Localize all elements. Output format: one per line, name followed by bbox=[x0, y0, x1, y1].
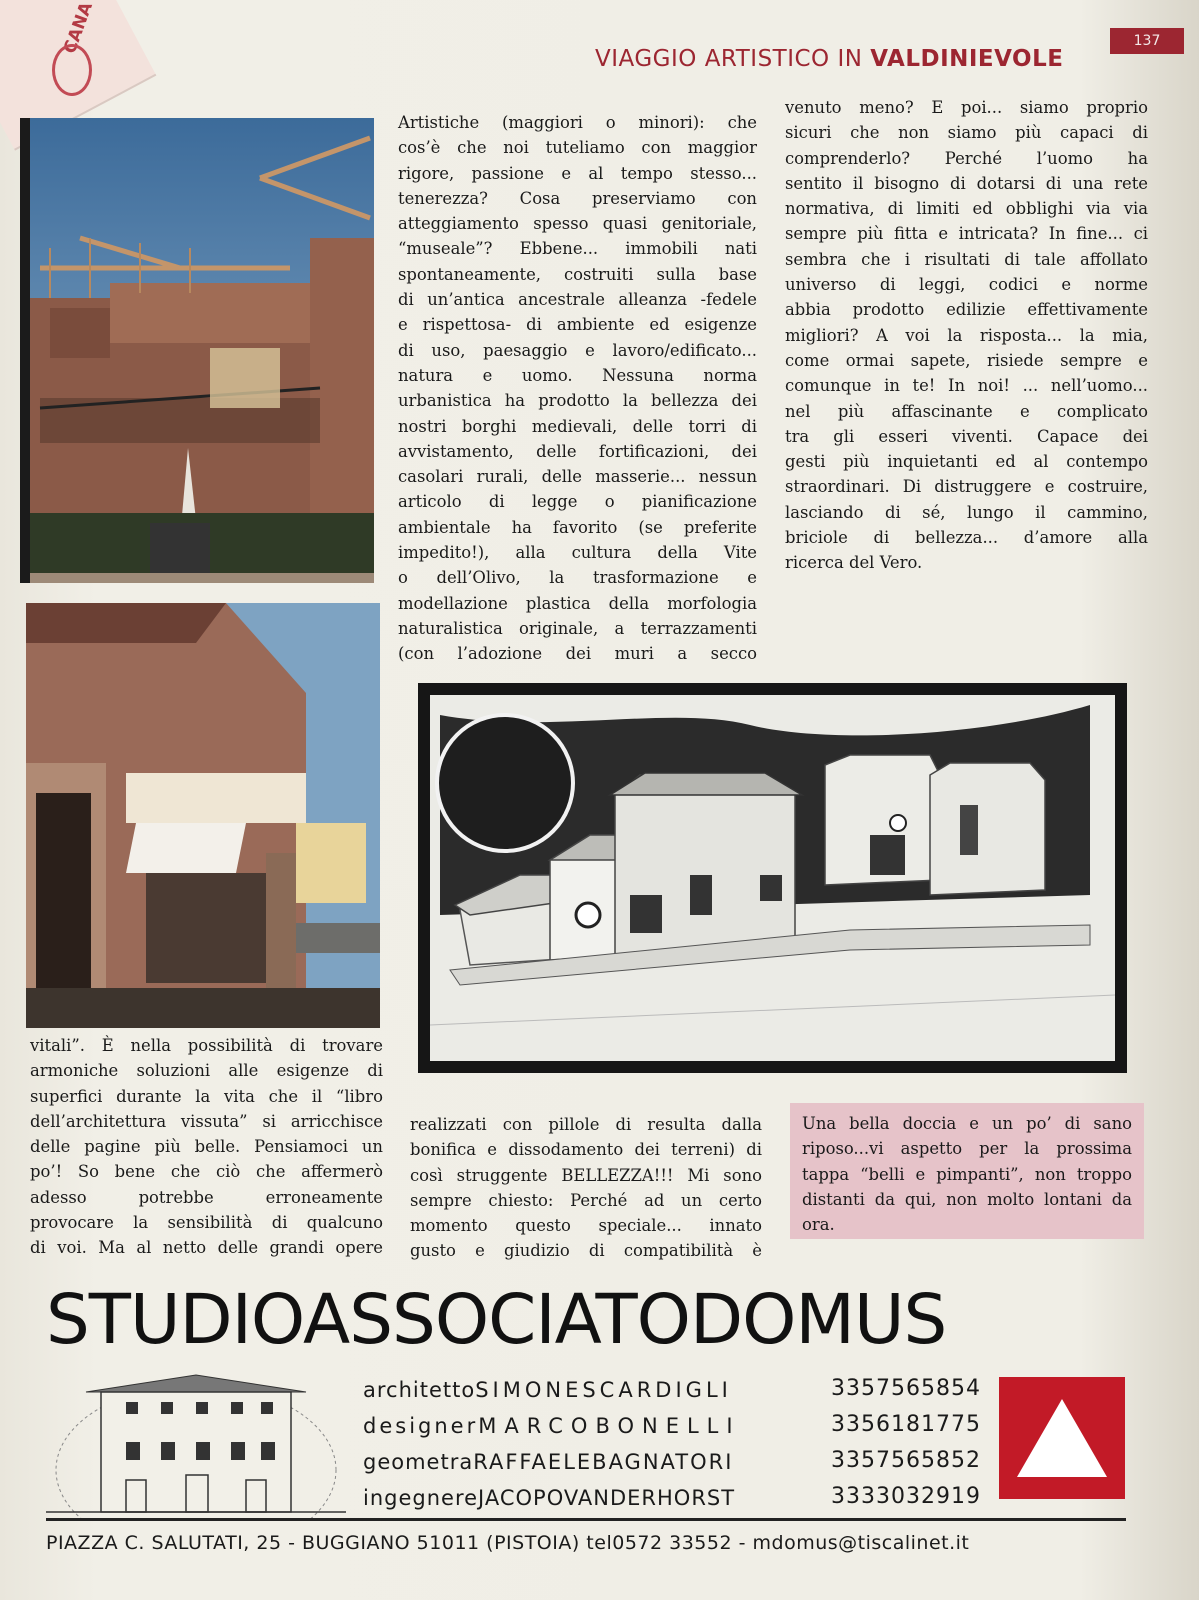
text-line: rigore, passione e al tempo stesso... bbox=[398, 163, 757, 183]
triangle-logo-icon bbox=[999, 1377, 1125, 1499]
text-line: comprenderlo? Perché l’uomo ha bbox=[785, 148, 1148, 168]
text-line: normativa, di limiti ed obblighi via via bbox=[785, 199, 1148, 219]
article-column-middle bbox=[398, 110, 757, 667]
ad-address-footer: PIAZZA C. SALUTATI, 25 - BUGGIANO 51011 (PISTOIA) tel0572 33552 - mdomus@tiscalinet.it bbox=[46, 1532, 970, 1554]
text-line: cos’è che noi tuteliamo con maggior bbox=[398, 138, 757, 158]
text-line: abbia prodotto edilizie effettivamente bbox=[785, 300, 1148, 320]
text-line: articolo di legge o pianificazione bbox=[398, 492, 757, 512]
text-line: di voi. Ma al netto delle grandi opere bbox=[30, 1238, 383, 1258]
text-line: sentito il bisogno di dotarsi di una rete bbox=[785, 173, 1148, 193]
text-line: casolari rurali, delle masserie... nessun bbox=[398, 467, 757, 487]
text-line: superfici durante la vita che il “libro bbox=[30, 1086, 383, 1106]
article-column-left-bottom bbox=[30, 1033, 383, 1261]
text-line: ambientale ha favorito (se preferite bbox=[398, 517, 757, 537]
text-line: avvistamento, delle fortificazioni, dei bbox=[398, 441, 757, 461]
text-line: lasciando di sé, lungo il cammino, bbox=[785, 502, 1148, 522]
text-line: tenerezza? Cosa preserviamo con bbox=[398, 188, 757, 208]
studio-logo-mark bbox=[999, 1377, 1125, 1499]
text-line: straordinari. Di distruggere e costruire, bbox=[785, 477, 1148, 497]
closing-note-box bbox=[790, 1103, 1144, 1239]
page-number: 137 bbox=[1110, 28, 1184, 54]
text-line: così struggente BELLEZZA!!! Mi sono bbox=[410, 1165, 762, 1185]
section-header bbox=[595, 46, 1063, 72]
text-line: come ormai sapete, risiede sempre e bbox=[785, 350, 1148, 370]
text-line: delle pagine più belle. Pensiamoci un bbox=[30, 1137, 383, 1157]
building-pergola-image bbox=[20, 118, 374, 583]
article-column-middle-bottom bbox=[410, 1112, 762, 1264]
staff-phone: 3357565852 bbox=[831, 1448, 981, 1473]
header-title-prefix: VIAGGIO ARTISTICO IN bbox=[595, 46, 871, 72]
text-line: bonifica e dissodamento dei terreni) di bbox=[410, 1140, 762, 1160]
staff-phone: 3356181775 bbox=[831, 1412, 981, 1437]
staff-row-architetto bbox=[363, 1378, 732, 1402]
text-line: spontaneamente, costruiti sulla base bbox=[398, 264, 757, 284]
building-sketch-image bbox=[430, 695, 1115, 1061]
staff-role: geometra bbox=[363, 1450, 474, 1474]
staff-role: designer bbox=[363, 1414, 479, 1438]
text-line: impedito!), alla cultura della Vite bbox=[398, 543, 757, 563]
text-line: nostri borghi medievali, delle torri di bbox=[398, 416, 757, 436]
text-line: o dell’Olivo, la trasformazione e bbox=[398, 568, 757, 588]
text-line: migliori? A voi la risposta... la mia, bbox=[785, 325, 1148, 345]
text-line: comunque in te! In noi! ... nell’uomo... bbox=[785, 376, 1148, 396]
text-line: gesti più inquietanti ed al contempo bbox=[785, 452, 1148, 472]
ad-studio-title: STUDIOASSOCIATODOMUS bbox=[46, 1280, 947, 1360]
text-line: briciole di bellezza... d’amore alla bbox=[785, 528, 1148, 548]
staff-role: ingegnere bbox=[363, 1486, 479, 1510]
text-line: e rispettosa- di ambiente ed esigenze bbox=[398, 315, 757, 335]
text-line: sicuri che non siamo più capaci di bbox=[785, 123, 1148, 143]
text-line: di uso, paesaggio e lavoro/edificato... bbox=[398, 340, 757, 360]
corner-tab-text: CANA bbox=[60, 0, 97, 57]
text-line: sempre più fitta e intricata? In fine... ci bbox=[785, 224, 1148, 244]
villa-facade-drawing bbox=[46, 1370, 346, 1518]
text-line: (con l’adozione dei muri a secco bbox=[398, 644, 757, 664]
text-line: urbanistica ha prodotto la bellezza dei bbox=[398, 391, 757, 411]
photo-building-pergola bbox=[20, 118, 374, 583]
header-title-bold: VALDINIEVOLE bbox=[870, 46, 1064, 72]
text-line: universo di leggi, codici e norme bbox=[785, 275, 1148, 295]
staff-name: RAFFAELEBAGNATORI bbox=[473, 1450, 734, 1474]
text-line: modellazione plastica della morfologia bbox=[398, 593, 757, 613]
text-line: po’! So bene che ciò che affermerò bbox=[30, 1162, 383, 1182]
staff-role: architetto bbox=[363, 1378, 476, 1402]
text-line: Una bella doccia e un po’ di sano bbox=[802, 1114, 1132, 1133]
text-line: adesso potrebbe erroneamente bbox=[30, 1187, 383, 1207]
staff-name: SIMONESCARDIGLI bbox=[475, 1378, 732, 1402]
text-line: riposo...vi aspetto per la prossima bbox=[802, 1139, 1132, 1159]
staff-row-ingegnere bbox=[363, 1486, 735, 1510]
text-line: “museale”? Ebbene... immobili nati bbox=[398, 239, 757, 259]
text-line: di un’antica ancestrale alleanza -fedele bbox=[398, 290, 757, 310]
text-line: ricerca del Vero. bbox=[785, 553, 923, 573]
text-line: nel più affascinante e complicato bbox=[785, 401, 1148, 421]
text-line: ora. bbox=[802, 1215, 835, 1235]
text-line: tappa “belli e pimpanti”, non troppo bbox=[802, 1164, 1132, 1184]
street-building-image bbox=[26, 603, 380, 1028]
staff-phone: 3333032919 bbox=[831, 1484, 981, 1509]
architectural-drawing bbox=[418, 683, 1127, 1073]
article-column-right bbox=[785, 95, 1148, 576]
text-line: momento questo speciale... innato bbox=[410, 1216, 762, 1236]
text-line: naturalistica originale, a terrazzamenti bbox=[398, 618, 757, 638]
text-line: distanti da qui, non molto lontani da bbox=[802, 1189, 1132, 1209]
staff-phone: 3357565854 bbox=[831, 1376, 981, 1401]
text-line: provocare la sensibilità di qualcuno bbox=[30, 1213, 383, 1233]
staff-row-designer bbox=[363, 1414, 741, 1438]
text-line: venuto meno? E poi... siamo proprio bbox=[785, 98, 1148, 117]
staff-name: JACOPOVANDERHORST bbox=[478, 1486, 736, 1510]
staff-row-geometra bbox=[363, 1450, 733, 1474]
drawing-canvas bbox=[430, 695, 1115, 1061]
text-line: vitali”. È nella possibilità di trovare bbox=[30, 1036, 383, 1055]
text-line: natura e uomo. Nessuna norma bbox=[398, 365, 757, 385]
footer-divider bbox=[46, 1518, 1126, 1521]
staff-name: MARCOBONELLI bbox=[478, 1414, 741, 1438]
text-line: realizzati con pillole di resulta dalla bbox=[410, 1115, 762, 1134]
photo-street-building bbox=[26, 603, 380, 1028]
text-line: tra gli esseri viventi. Capace dei bbox=[785, 426, 1148, 446]
seal-icon bbox=[52, 44, 92, 96]
closing-note-text bbox=[802, 1111, 1132, 1237]
text-line: Artistiche (maggiori o minori): che bbox=[398, 113, 757, 132]
text-line: armoniche soluzioni alle esigenze di bbox=[30, 1061, 383, 1081]
text-line: gusto e giudizio di compatibilità è bbox=[410, 1241, 762, 1261]
text-line: sembra che i risultati di tale affollato bbox=[785, 249, 1148, 269]
text-line: dell’architettura vissuta” si arricchisce bbox=[30, 1111, 383, 1131]
text-line: sempre chiesto: Perché ad un certo bbox=[410, 1190, 762, 1210]
text-line: atteggiamento spesso quasi genitoriale, bbox=[398, 214, 757, 234]
